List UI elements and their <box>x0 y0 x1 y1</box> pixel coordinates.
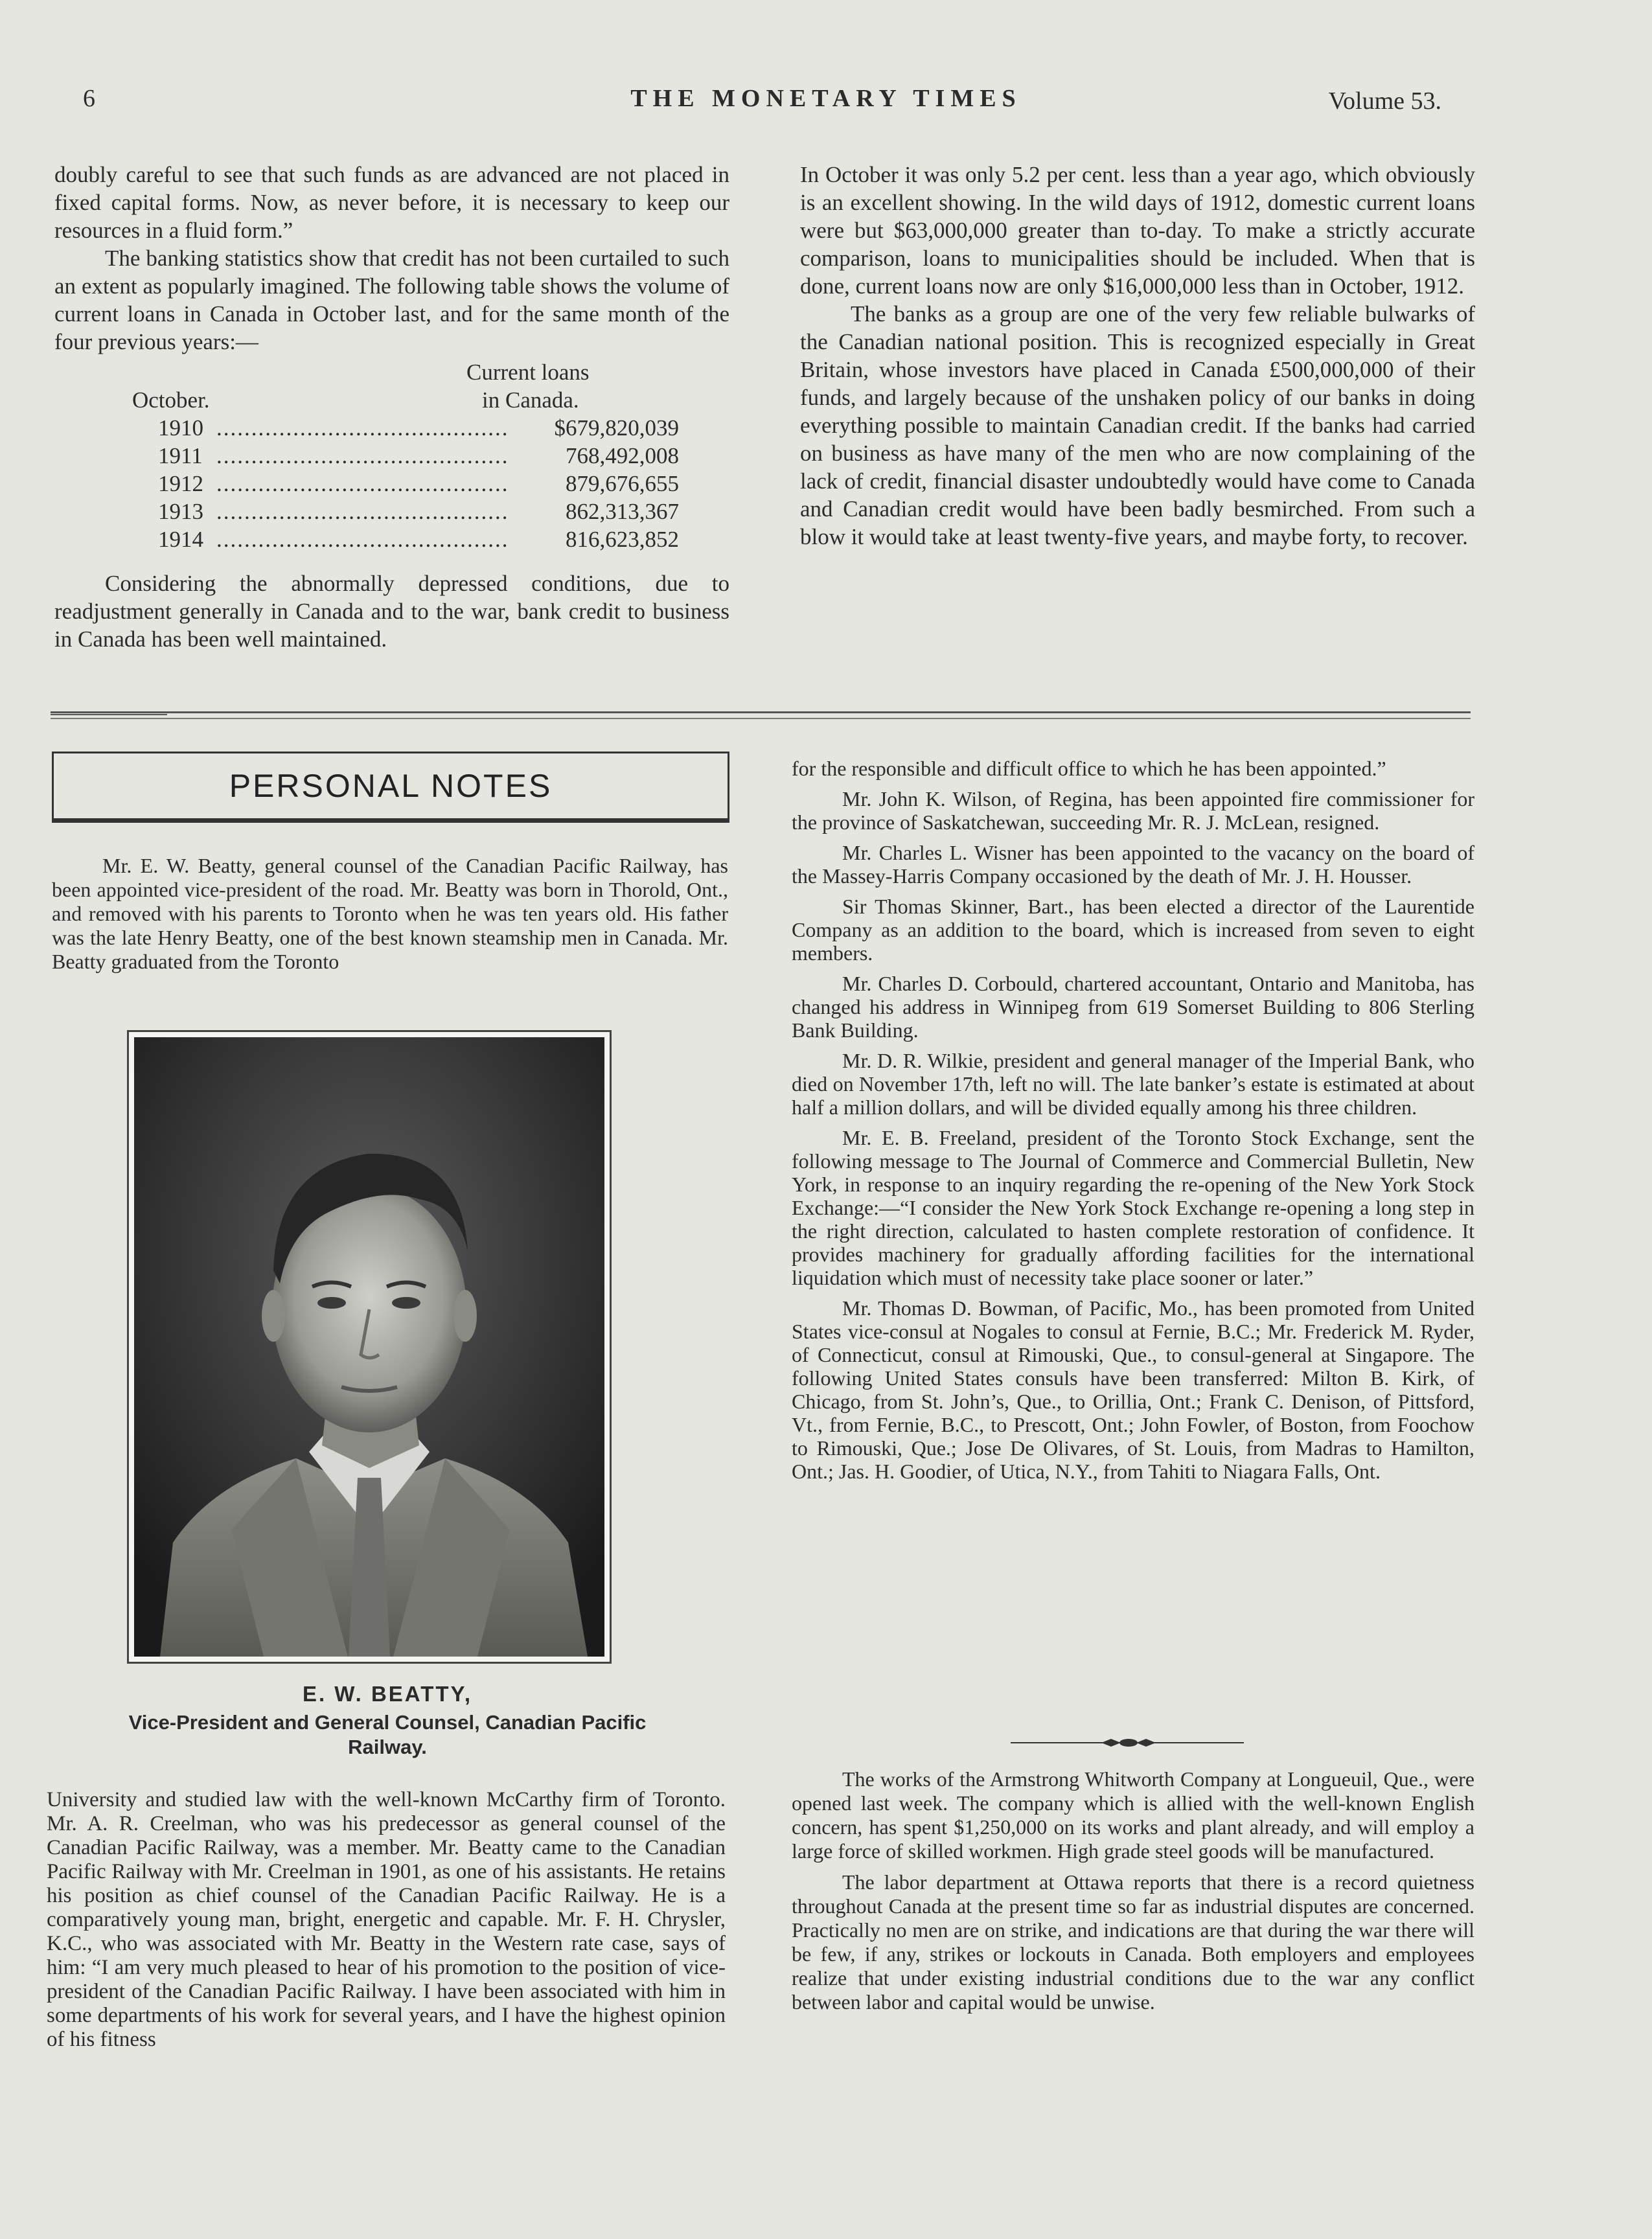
table-row <box>158 414 679 442</box>
top-left-column <box>54 161 729 653</box>
personal-notes-right-column <box>792 757 1474 1490</box>
personal-notes-heading-box <box>52 752 729 820</box>
note-paragraph: Mr. Charles D. Corbould, chartered accountant, Ontario and Manitoba, has changed his address in Winnipeg from 619 Somerset Building to 806 Sterling Bank Building. <box>792 972 1474 1042</box>
beatty-continued <box>47 1788 726 2052</box>
note-paragraph: Mr. Charles L. Wisner has been appointed to the vacancy on the board of the Massey-Harris Company occasioned by the death of Mr. J. H. Housser. <box>792 841 1474 888</box>
table-value: 768,492,008 <box>566 443 679 468</box>
table-value: 862,313,367 <box>566 499 679 524</box>
paragraph: The banks as a group are one of the very few reliable bulwarks of the Canadian national position. This is recognized especially in Great Britain, whose investors have placed in Canada £500,000,000 of their funds, and largely because of the unshaken policy of our banks in doing everything possible to maintain Canadian credit. If the banks had carried on business as have many of the men who are now complaining of the lack of credit, financial disaster undoubtedly would have come to Canada and Canadian credit would have been badly besmirched. From such a blow it would take at least twenty-five years, and maybe forty, to recover. <box>800 301 1475 549</box>
note-paragraph: Mr. John K. Wilson, of Regina, has been appointed fire commissioner for the province of Saskatchewan, succeeding Mr. R. J. McLean, resigned. <box>792 787 1474 834</box>
table-value: 879,676,655 <box>566 471 679 496</box>
table-year: 1910 <box>158 415 203 441</box>
note-paragraph: Mr. Thomas D. Bowman, of Pacific, Mo., has been promoted from United States vice-consul at Nogales to consul at Fernie, B.C.; Mr. Frederick M. Ryder, of Connecticut, consul at Rimouski, Que., to consul-general at Singapore. The following United States consuls have been transferred: Milton B. Kirk, of Chicago, from St. John’s, Que., to Orillia, Ont.; Frank C. Denison, of Pittsford, Vt., from Fernie, B.C., to Prescott, Ont.; John Fowler, of Boston, from Foochow to Rimouski, Que.; Jose De Olivares, of St. Louis, from Madras to Hamilton, Ont.; Jas. H. Goodier, of Utica, N.Y., from Tahiti to Niagara Falls, Ont. <box>792 1296 1474 1483</box>
top-right-column <box>800 161 1475 551</box>
table-leader-dots: .......................................... <box>216 415 509 441</box>
ornament-divider <box>1011 1736 1244 1749</box>
paragraph: University and studied law with the well-known McCarthy firm of Toronto. Mr. A. R. Creelman, who was his predecessor as general counsel of the Canadian Pacific Railway, was a member. Mr. Beatty came to the Canadian Pacific Railway with Mr. Creelman in 1901, as one of his assistants. He retains his position as chief counsel of the Canadian Pacific Railway. He is a comparatively young man, bright, energetic and capable. Mr. F. H. Chrysler, K.C., who was associated with Mr. Beatty in the Western rate case, says of him: “I am very much pleased to hear of his promotion to the position of vice-president of the Canadian Pacific Railway. I have been associated with him in some departments of his work for several years, and I have the highest opinion of his fitness <box>47 1788 726 2051</box>
paragraph: Mr. E. W. Beatty, general counsel of the Canadian Pacific Railway, has been appointed vice-president of the road. Mr. Beatty was born in Thorold, Ont., and removed with his parents to Toronto when he was ten years old. His father was the late Henry Beatty, one of the best known steamship men in Canada. Mr. Beatty graduated from the Toronto <box>52 854 728 973</box>
paragraph: doubly careful to see that such funds as are advanced are not placed in fixed capital forms. Now, as never before, it is necessary to keep our resources in a fluid form.” <box>54 162 729 243</box>
table-year: 1913 <box>158 499 203 524</box>
paragraph: Considering the abnormally depressed conditions, due to readjustment generally in Canada and to the war, bank credit to business in Canada has been well maintained. <box>54 571 729 652</box>
portrait-photo-frame <box>127 1030 612 1664</box>
section-divider <box>51 711 1471 713</box>
table-row <box>158 442 679 470</box>
note-paragraph: The labor department at Ottawa reports that there is a record quietness throughout Canada at the present time so far as industrial disputes are concerned. Practically no men are on strike, and indications are that during the war there will be few, if any, strikes or lockouts in Canada. Both employers and employees realize that under existing industrial conditions due to the war any conflict between labor and capital would be unwise. <box>792 1870 1474 2014</box>
note-paragraph: Mr. D. R. Wilkie, president and general manager of the Imperial Bank, who died on November 17th, left no will. The late banker’s estate is estimated at about half a million dollars, and will be divided equally among his three children. <box>792 1049 1474 1119</box>
caption-title: Vice-President and General Counsel, Canadian Pacific Railway. <box>128 1711 647 1758</box>
paragraph: In October it was only 5.2 per cent. less than a year ago, which obviously is an excellent showing. In the wild days of 1912, domestic current loans were but $63,000,000 greater than to-day. To make a strictly accurate comparison, loans to municipalities should be included. When that is done, current loans now are only $16,000,000 less than in October, 1912. <box>800 162 1475 299</box>
table-header-current-loans: Current loans <box>466 360 590 385</box>
page-header <box>0 84 1652 123</box>
volume-label: Volume 53. <box>1328 87 1441 115</box>
table-leader-dots: .......................................... <box>216 499 509 524</box>
portrait-photo <box>134 1037 604 1657</box>
section-divider-inner <box>51 718 1471 719</box>
beatty-intro <box>52 854 728 974</box>
table-value: 816,623,852 <box>566 527 679 552</box>
publication-title: THE MONETARY TIMES <box>630 85 1022 112</box>
table-leader-dots: .......................................... <box>216 443 509 468</box>
note-paragraph: Mr. E. B. Freeland, president of the Toronto Stock Exchange, sent the following message to The Journal of Commerce and Commercial Bulletin, New York, in response to an inquiry regarding the re-opening of the New York Stock Exchange:—“I consider the New York Stock Exchange re-opening a long step in the right direction, calculated to hasten complete restoration of confidence. It provides machinery for gradually affording facilities for the international liquidation which must of necessity take place sooner or later.” <box>792 1126 1474 1289</box>
loans-table <box>54 356 729 569</box>
table-header-october: October. <box>132 387 210 413</box>
table-leader-dots: .......................................... <box>216 471 509 496</box>
table-row <box>158 525 679 553</box>
table-year: 1914 <box>158 527 203 552</box>
table-leader-dots: .......................................... <box>216 527 509 552</box>
portrait-caption <box>91 1678 684 1760</box>
caption-name: E. W. BEATTY, <box>302 1682 473 1706</box>
note-paragraph: for the responsible and difficult office to which he has been appointed.” <box>792 757 1386 780</box>
industry-notes <box>792 1767 1474 2021</box>
page-number: 6 <box>83 85 95 112</box>
note-paragraph: The works of the Armstrong Whitworth Company at Longueuil, Que., were opened last week. The company which is allied with the well-known English concern, has spent $1,250,000 on its works and plant already, and will employ a large force of skilled workmen. High grade steel goods will be manufactured. <box>792 1767 1474 1863</box>
table-year: 1911 <box>158 443 203 468</box>
portrait-illustration <box>134 1037 604 1657</box>
table-header-in-canada: in Canada. <box>482 387 579 413</box>
personal-notes-title: PERSONAL NOTES <box>229 768 553 804</box>
note-paragraph: Sir Thomas Skinner, Bart., has been elected a director of the Laurentide Company as an addition to the board, which is increased from seven to eight members. <box>792 895 1474 965</box>
paragraph: The banking statistics show that credit has not been curtailed to such an extent as popularly imagined. The following table shows the volume of current loans in Canada in October last, and for the same month of the four previous years:— <box>54 246 729 354</box>
table-value: $679,820,039 <box>554 415 679 441</box>
table-row <box>158 498 679 525</box>
table-year: 1912 <box>158 471 203 496</box>
table-row <box>158 470 679 498</box>
